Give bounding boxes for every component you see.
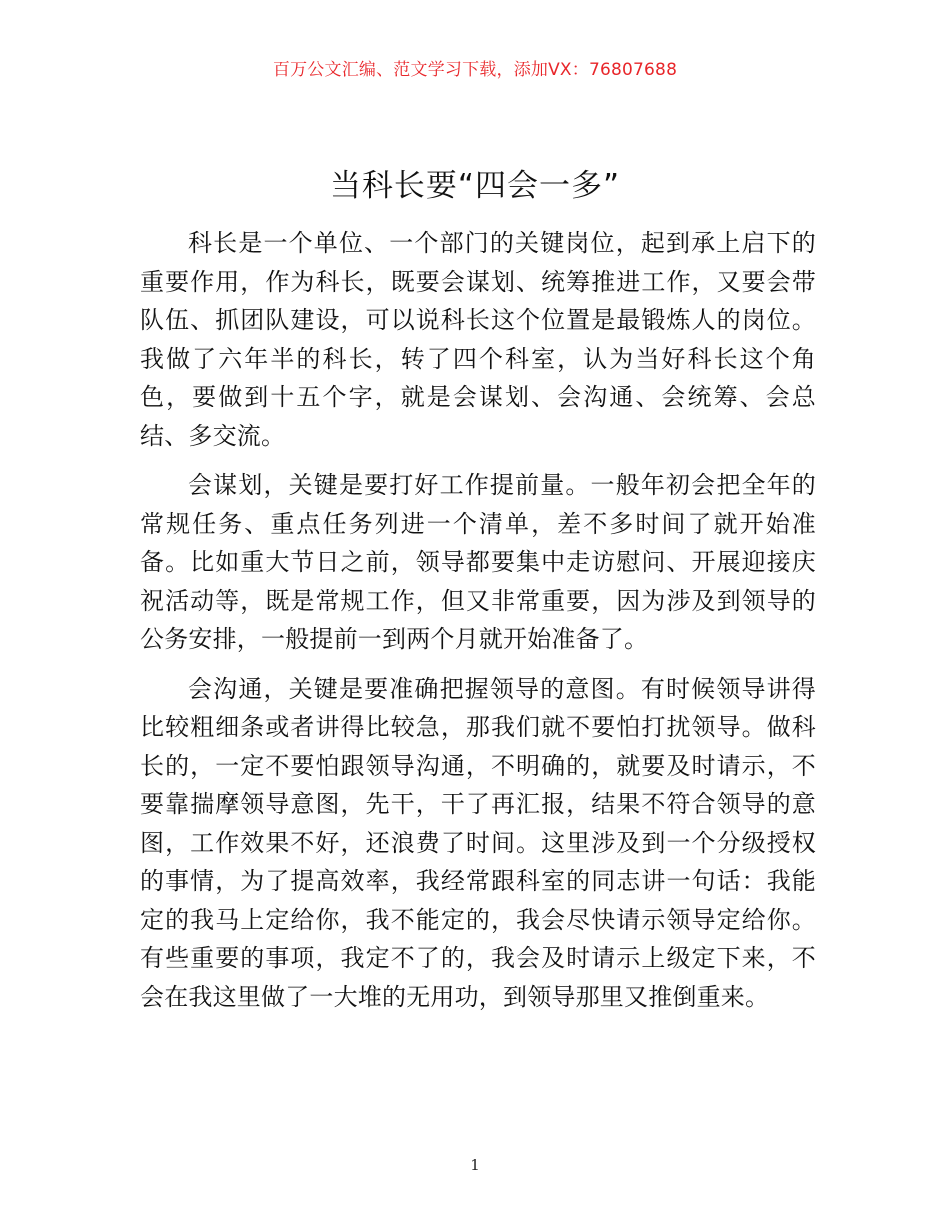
- paragraph: 会谋划，关键是要打好工作提前量。一般年初会把全年的常规任务、重点任务列进一个清单，差不多时间了就开始准备。比如重大节日之前，领导都要集中走访慰问、开展迎接庆祝活动等，既是常规工作，但又非常重要，因为涉及到领导的公务安排，一般提前一到两个月就开始准备了。: [140, 471, 816, 653]
- paragraph: 科长是一个单位、一个部门的关键岗位，起到承上启下的重要作用，作为科长，既要会谋划、统筹推进工作，又要会带队伍、抓团队建设，可以说科长这个位置是最锻炼人的岗位。我做了六年半的科长，转了四个科室，认为当好科长这个角色，要做到十五个字，就是会谋划、会沟通、会统筹、会总结、多交流。: [140, 229, 816, 450]
- page-number: 1: [470, 1156, 480, 1174]
- document-title: 当科长要“四会一多”: [329, 168, 621, 204]
- document-body: [140, 224, 816, 1027]
- paragraph: 会沟通，关键是要准确把握领导的意图。有时候领导讲得比较粗细条或者讲得比较急，那我们就不要怕打扰领导。做科长的，一定不要怕跟领导沟通，不明确的，就要及时请示，不要靠揣摩领导意图，先干，干了再汇报，结果不符合领导的意图，工作效果不好，还浪费了时间。这里涉及到一个分级授权的事情，为了提高效率，我经常跟科室的同志讲一句话：我能定的我马上定给你，我不能定的，我会尽快请示领导定给你。有些重要的事项，我定不了的，我会及时请示上级定下来，不会在我这里做了一大堆的无用功，到领导那里又推倒重来。: [140, 674, 816, 1011]
- header-banner: 百万公文汇编、范文学习下载，添加VX：76807688: [272, 60, 678, 80]
